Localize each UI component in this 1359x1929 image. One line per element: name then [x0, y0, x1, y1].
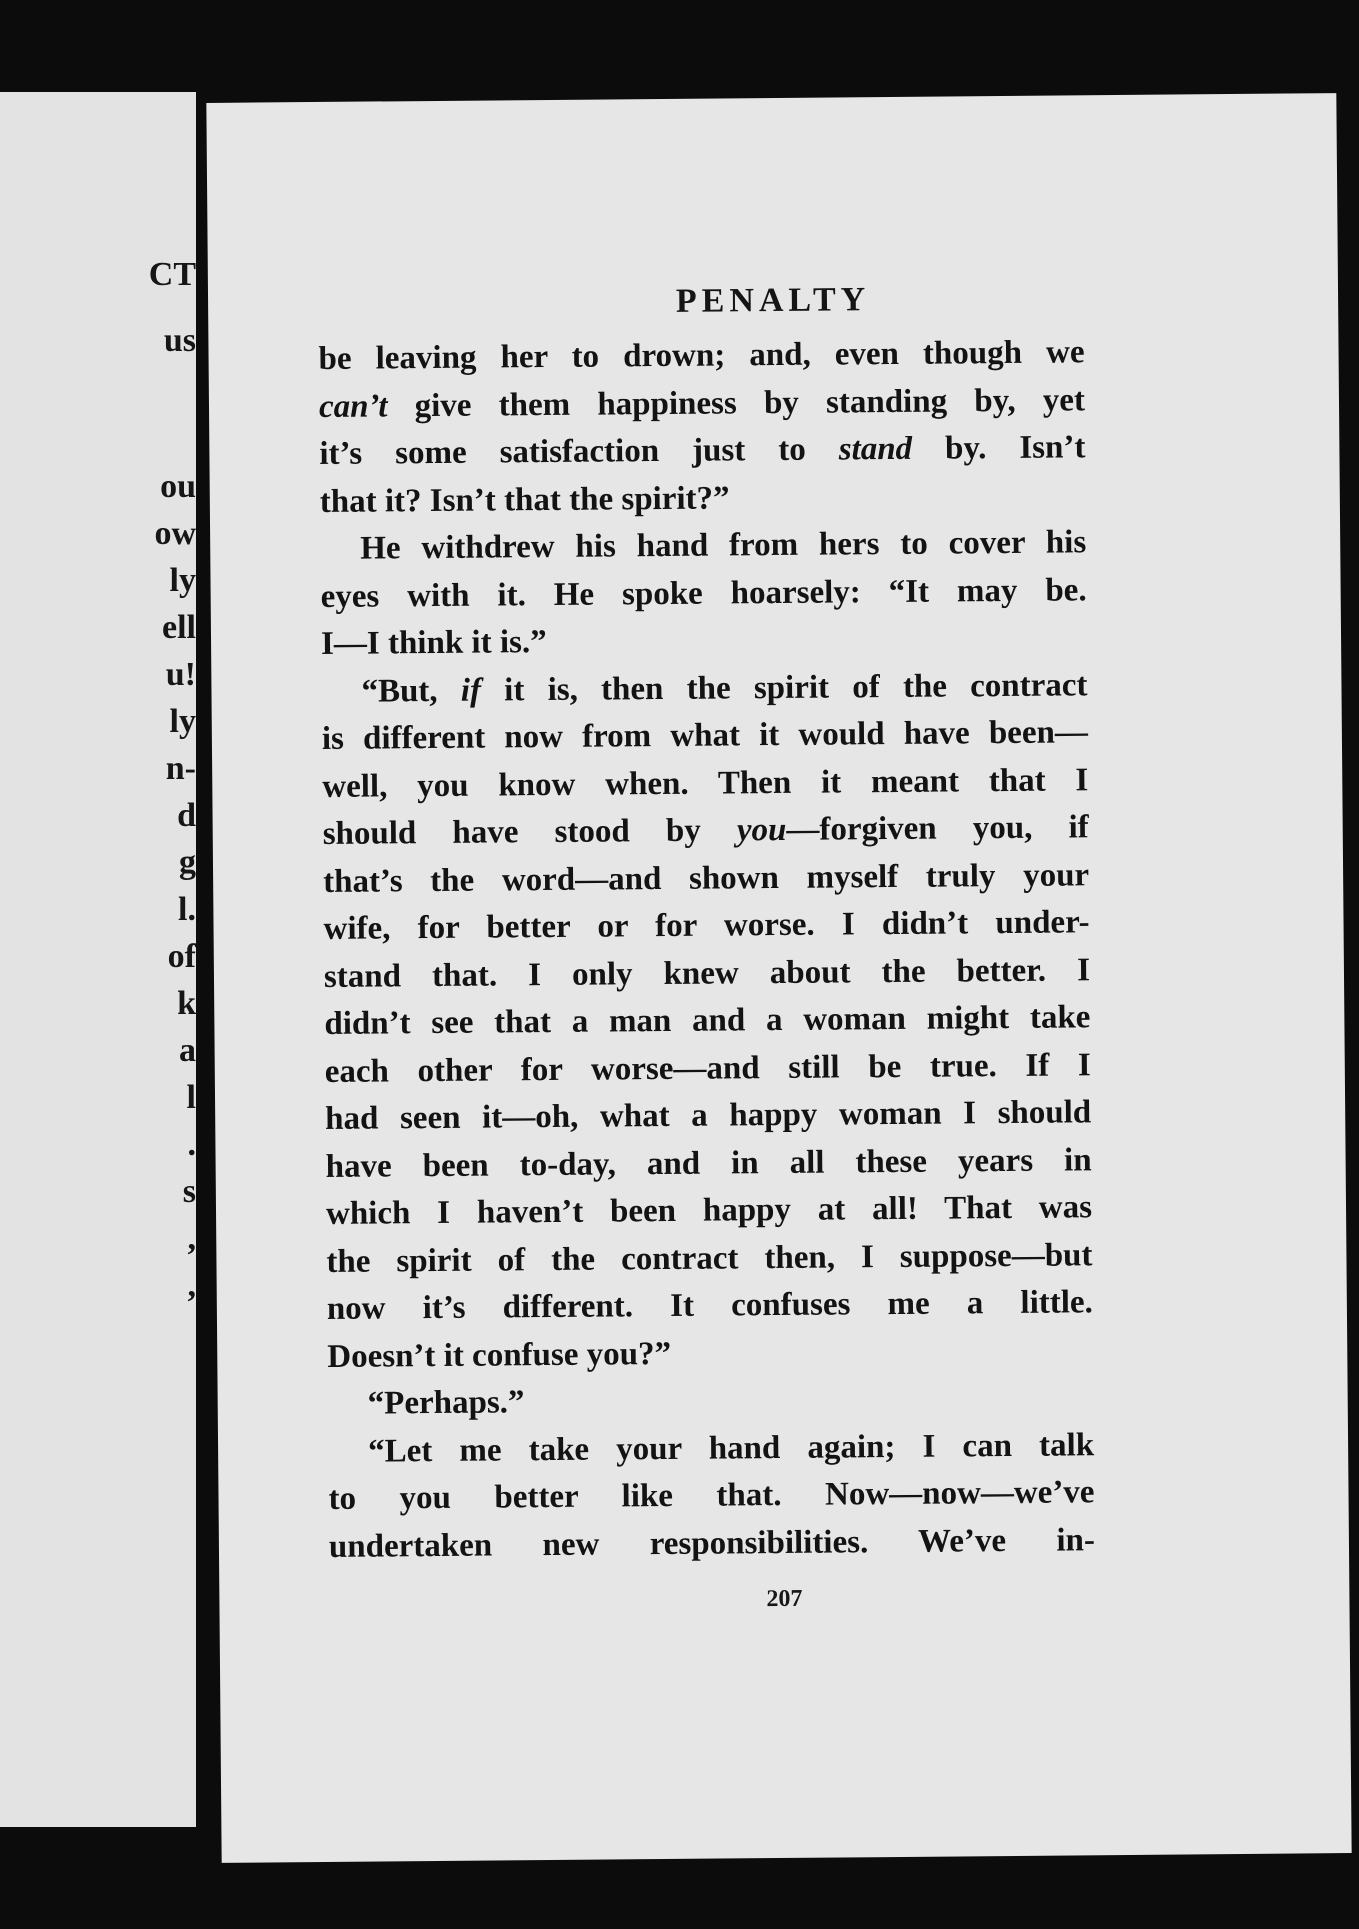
text-line: have been to-day, and in all these years in [325, 1141, 1092, 1185]
facing-page-fragment: s [182, 1173, 196, 1210]
facing-page-fragment: ou [160, 468, 196, 505]
text-line: is different now from what it would have been— [321, 714, 1089, 757]
text-run: should have stood by [322, 812, 738, 852]
facing-page-fragment: ly [169, 703, 196, 740]
text-line: each other for worse—and still be true. If I [324, 1046, 1091, 1090]
text-run: —forgiven you, if [786, 809, 1089, 848]
text-run: by. Isn’t [911, 429, 1086, 467]
facing-page-fragment: . [187, 1126, 196, 1163]
facing-page-fragment: l. [178, 891, 196, 928]
text-line: be leaving her to drown; and, even though we [318, 334, 1085, 377]
text-line: had seen it—oh, what a happy woman I should [325, 1094, 1092, 1137]
text-line [323, 804, 1089, 858]
facing-page-fragment: l [186, 1079, 196, 1116]
emphasis: stand [838, 430, 913, 468]
facing-page-fragment: u! [165, 656, 196, 693]
facing-page-fragment: ell [162, 609, 196, 646]
text-line: now it’s different. It confuses me a little. [326, 1284, 1093, 1327]
text-line: He withdrew his hand from hers to cover his [360, 524, 1087, 567]
facing-page-fragment: k [177, 985, 196, 1022]
text-line: Doesn’t it confuse you?” [327, 1335, 672, 1375]
facing-page-fragment: of [167, 938, 196, 975]
text-run: it’s some satisfaction just to [319, 431, 839, 472]
running-head: PENALTY [675, 281, 871, 320]
text-line: didn’t see that a man and a woman might take [324, 999, 1091, 1042]
facing-page-fragment: ly [169, 562, 196, 599]
body-text [318, 329, 1095, 1571]
emphasis: you [736, 811, 787, 849]
text-line [319, 377, 1085, 431]
text-line: wife, for better or for worse. I didn’t under- [323, 904, 1090, 947]
emphasis: can’t [318, 387, 388, 425]
text-line: to you better like that. Now—now—we’ve [328, 1474, 1095, 1517]
text-line: well, you know when. Then it meant that I [322, 761, 1089, 805]
facing-page-fragment: , [187, 1220, 196, 1257]
text-line: that it? Isn’t that the spirit?” [319, 479, 730, 520]
text-line [321, 662, 1087, 716]
text-line: eyes with it. He spoke hoarsely: “It may be. [320, 571, 1087, 615]
facing-page-fragment: d [177, 797, 196, 834]
page-number: 207 [766, 1585, 803, 1613]
book-page [206, 93, 1351, 1863]
text-line: the spirit of the contract then, I suppose—but [326, 1236, 1093, 1280]
text-line: that’s the word—and shown myself truly your [322, 856, 1090, 900]
emphasis: if [460, 672, 482, 709]
text-run: give them happiness by standing by, yet [387, 381, 1086, 424]
text-line: “Perhaps.” [367, 1384, 525, 1422]
text-line [319, 424, 1085, 478]
facing-page-fragment: g [179, 844, 196, 881]
facing-page-fragment: n- [165, 750, 196, 787]
facing-page-fragment: a [179, 1032, 196, 1069]
facing-page-edge [0, 92, 196, 1827]
text-line: I—I think it is.” [320, 624, 547, 662]
text-line: which I haven’t been happy at all! That was [325, 1189, 1093, 1232]
text-line: stand that. I only knew about the better. I [323, 951, 1091, 995]
facing-page-fragment: us [163, 322, 196, 359]
text-run: it is, then the spirit of the contract [480, 666, 1088, 709]
facing-page-fragment: ow [154, 515, 196, 552]
facing-page-fragment: CT [148, 256, 196, 293]
text-line: undertaken new responsibilities. We’ve in- [328, 1521, 1096, 1565]
facing-page-fragment: , [187, 1267, 196, 1304]
text-run: “But, [361, 672, 461, 710]
text-line: “Let me take your hand again; I can talk [367, 1426, 1095, 1470]
